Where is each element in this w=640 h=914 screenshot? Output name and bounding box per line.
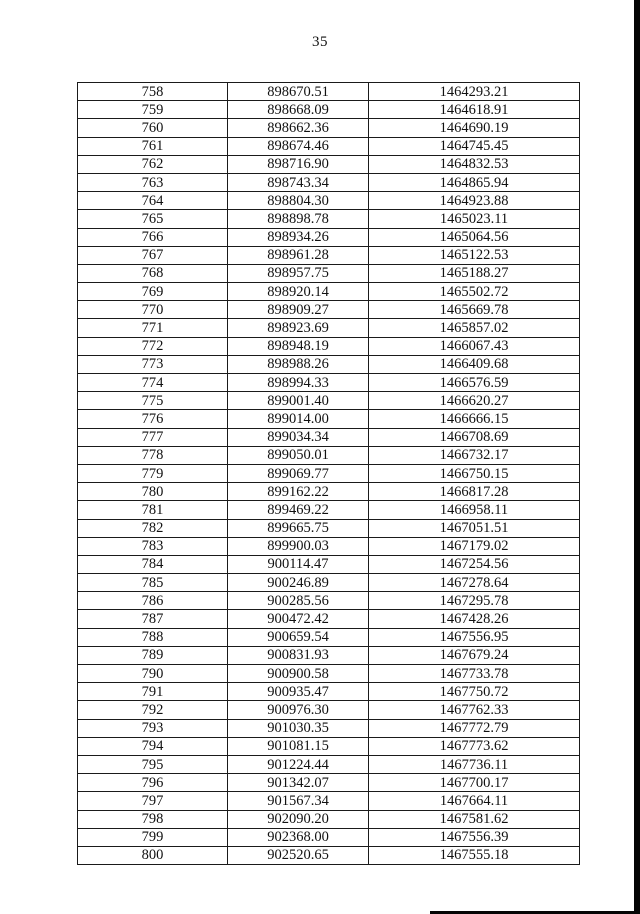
y-coordinate-cell: 1467581.62 <box>369 810 580 828</box>
x-coordinate-cell: 901030.35 <box>228 719 369 737</box>
x-coordinate-cell: 900831.93 <box>228 646 369 664</box>
table-row <box>78 701 580 719</box>
x-coordinate-cell: 900472.42 <box>228 610 369 628</box>
y-coordinate-cell: 1464293.21 <box>369 83 580 101</box>
x-coordinate-cell: 898662.36 <box>228 119 369 137</box>
table-row <box>78 683 580 701</box>
table-row <box>78 464 580 482</box>
x-coordinate-cell: 901224.44 <box>228 755 369 773</box>
y-coordinate-cell: 1464832.53 <box>369 155 580 173</box>
x-coordinate-cell: 899034.34 <box>228 428 369 446</box>
point-number-cell: 792 <box>78 701 228 719</box>
point-number-cell: 789 <box>78 646 228 664</box>
table-row <box>78 828 580 846</box>
x-coordinate-cell: 900900.58 <box>228 665 369 683</box>
y-coordinate-cell: 1464690.19 <box>369 119 580 137</box>
y-coordinate-cell: 1466067.43 <box>369 337 580 355</box>
table-row <box>78 355 580 373</box>
point-number-cell: 767 <box>78 246 228 264</box>
point-number-cell: 763 <box>78 173 228 191</box>
y-coordinate-cell: 1465122.53 <box>369 246 580 264</box>
y-coordinate-cell: 1467254.56 <box>369 555 580 573</box>
y-coordinate-cell: 1466958.11 <box>369 501 580 519</box>
y-coordinate-cell: 1467700.17 <box>369 774 580 792</box>
y-coordinate-cell: 1464745.45 <box>369 137 580 155</box>
point-number-cell: 779 <box>78 464 228 482</box>
y-coordinate-cell: 1466666.15 <box>369 410 580 428</box>
scan-border-right <box>634 0 640 914</box>
y-coordinate-cell: 1467773.62 <box>369 737 580 755</box>
table-row <box>78 319 580 337</box>
x-coordinate-cell: 899014.00 <box>228 410 369 428</box>
point-number-cell: 762 <box>78 155 228 173</box>
table-row <box>78 792 580 810</box>
table-row <box>78 283 580 301</box>
x-coordinate-cell: 901081.15 <box>228 737 369 755</box>
x-coordinate-cell: 898898.78 <box>228 210 369 228</box>
point-number-cell: 790 <box>78 665 228 683</box>
x-coordinate-cell: 900659.54 <box>228 628 369 646</box>
table-row <box>78 810 580 828</box>
x-coordinate-cell: 898994.33 <box>228 374 369 392</box>
point-number-cell: 796 <box>78 774 228 792</box>
x-coordinate-cell: 898923.69 <box>228 319 369 337</box>
table-row <box>78 719 580 737</box>
table-row <box>78 301 580 319</box>
y-coordinate-cell: 1467679.24 <box>369 646 580 664</box>
x-coordinate-cell: 899001.40 <box>228 392 369 410</box>
x-coordinate-cell: 900246.89 <box>228 574 369 592</box>
x-coordinate-cell: 898934.26 <box>228 228 369 246</box>
page-number: 35 <box>312 34 328 50</box>
table-row <box>78 83 580 101</box>
point-number-cell: 800 <box>78 846 228 864</box>
y-coordinate-cell: 1465857.02 <box>369 319 580 337</box>
table-row <box>78 173 580 191</box>
x-coordinate-cell: 902090.20 <box>228 810 369 828</box>
x-coordinate-cell: 902520.65 <box>228 846 369 864</box>
point-number-cell: 799 <box>78 828 228 846</box>
x-coordinate-cell: 898920.14 <box>228 283 369 301</box>
x-coordinate-cell: 899050.01 <box>228 446 369 464</box>
y-coordinate-cell: 1465023.11 <box>369 210 580 228</box>
y-coordinate-cell: 1467750.72 <box>369 683 580 701</box>
y-coordinate-cell: 1467736.11 <box>369 755 580 773</box>
y-coordinate-cell: 1467051.51 <box>369 519 580 537</box>
x-coordinate-cell: 898909.27 <box>228 301 369 319</box>
point-number-cell: 783 <box>78 537 228 555</box>
point-number-cell: 778 <box>78 446 228 464</box>
point-number-cell: 771 <box>78 319 228 337</box>
y-coordinate-cell: 1466750.15 <box>369 464 580 482</box>
table-row <box>78 592 580 610</box>
table-row <box>78 101 580 119</box>
y-coordinate-cell: 1467295.78 <box>369 592 580 610</box>
table-row <box>78 628 580 646</box>
table-row <box>78 519 580 537</box>
table-row <box>78 137 580 155</box>
table-row <box>78 428 580 446</box>
table-row <box>78 846 580 864</box>
table-row <box>78 774 580 792</box>
table-row <box>78 537 580 555</box>
point-number-cell: 777 <box>78 428 228 446</box>
x-coordinate-cell: 899665.75 <box>228 519 369 537</box>
y-coordinate-cell: 1466708.69 <box>369 428 580 446</box>
x-coordinate-cell: 898961.28 <box>228 246 369 264</box>
table-row <box>78 210 580 228</box>
x-coordinate-cell: 898957.75 <box>228 264 369 282</box>
table-row <box>78 228 580 246</box>
table-row <box>78 501 580 519</box>
y-coordinate-cell: 1467733.78 <box>369 665 580 683</box>
table-row <box>78 264 580 282</box>
y-coordinate-cell: 1464923.88 <box>369 192 580 210</box>
y-coordinate-cell: 1467556.39 <box>369 828 580 846</box>
table-row <box>78 555 580 573</box>
y-coordinate-cell: 1467278.64 <box>369 574 580 592</box>
point-number-cell: 761 <box>78 137 228 155</box>
y-coordinate-cell: 1466409.68 <box>369 355 580 373</box>
y-coordinate-cell: 1467772.79 <box>369 719 580 737</box>
table-row <box>78 410 580 428</box>
point-number-cell: 791 <box>78 683 228 701</box>
y-coordinate-cell: 1465064.56 <box>369 228 580 246</box>
y-coordinate-cell: 1467179.02 <box>369 537 580 555</box>
y-coordinate-cell: 1467428.26 <box>369 610 580 628</box>
x-coordinate-cell: 898668.09 <box>228 101 369 119</box>
coordinates-table <box>77 82 580 865</box>
x-coordinate-cell: 899162.22 <box>228 483 369 501</box>
point-number-cell: 765 <box>78 210 228 228</box>
x-coordinate-cell: 901567.34 <box>228 792 369 810</box>
x-coordinate-cell: 900285.56 <box>228 592 369 610</box>
point-number-cell: 785 <box>78 574 228 592</box>
y-coordinate-cell: 1467664.11 <box>369 792 580 810</box>
table-row <box>78 665 580 683</box>
point-number-cell: 780 <box>78 483 228 501</box>
point-number-cell: 787 <box>78 610 228 628</box>
point-number-cell: 768 <box>78 264 228 282</box>
x-coordinate-cell: 902368.00 <box>228 828 369 846</box>
point-number-cell: 760 <box>78 119 228 137</box>
table-row <box>78 119 580 137</box>
point-number-cell: 782 <box>78 519 228 537</box>
y-coordinate-cell: 1465188.27 <box>369 264 580 282</box>
point-number-cell: 772 <box>78 337 228 355</box>
point-number-cell: 786 <box>78 592 228 610</box>
x-coordinate-cell: 898674.46 <box>228 137 369 155</box>
x-coordinate-cell: 898988.26 <box>228 355 369 373</box>
x-coordinate-cell: 898716.90 <box>228 155 369 173</box>
table-row <box>78 374 580 392</box>
table-row <box>78 755 580 773</box>
table-row <box>78 446 580 464</box>
y-coordinate-cell: 1467556.95 <box>369 628 580 646</box>
x-coordinate-cell: 898670.51 <box>228 83 369 101</box>
y-coordinate-cell: 1466576.59 <box>369 374 580 392</box>
table-row <box>78 392 580 410</box>
point-number-cell: 774 <box>78 374 228 392</box>
point-number-cell: 793 <box>78 719 228 737</box>
point-number-cell: 798 <box>78 810 228 828</box>
y-coordinate-cell: 1464865.94 <box>369 173 580 191</box>
x-coordinate-cell: 901342.07 <box>228 774 369 792</box>
x-coordinate-cell: 900114.47 <box>228 555 369 573</box>
x-coordinate-cell: 900976.30 <box>228 701 369 719</box>
y-coordinate-cell: 1465502.72 <box>369 283 580 301</box>
point-number-cell: 797 <box>78 792 228 810</box>
y-coordinate-cell: 1467762.33 <box>369 701 580 719</box>
point-number-cell: 758 <box>78 83 228 101</box>
x-coordinate-cell: 899469.22 <box>228 501 369 519</box>
y-coordinate-cell: 1465669.78 <box>369 301 580 319</box>
table-row <box>78 192 580 210</box>
y-coordinate-cell: 1467555.18 <box>369 846 580 864</box>
table-row <box>78 574 580 592</box>
y-coordinate-cell: 1466620.27 <box>369 392 580 410</box>
table-row <box>78 610 580 628</box>
y-coordinate-cell: 1466817.28 <box>369 483 580 501</box>
point-number-cell: 795 <box>78 755 228 773</box>
table-row <box>78 646 580 664</box>
point-number-cell: 776 <box>78 410 228 428</box>
table-row <box>78 246 580 264</box>
table-row <box>78 155 580 173</box>
x-coordinate-cell: 898743.34 <box>228 173 369 191</box>
point-number-cell: 773 <box>78 355 228 373</box>
x-coordinate-cell: 899069.77 <box>228 464 369 482</box>
point-number-cell: 775 <box>78 392 228 410</box>
point-number-cell: 794 <box>78 737 228 755</box>
coordinates-table-body <box>78 83 580 865</box>
table-row <box>78 737 580 755</box>
table-row <box>78 337 580 355</box>
y-coordinate-cell: 1466732.17 <box>369 446 580 464</box>
point-number-cell: 766 <box>78 228 228 246</box>
point-number-cell: 759 <box>78 101 228 119</box>
point-number-cell: 781 <box>78 501 228 519</box>
x-coordinate-cell: 898948.19 <box>228 337 369 355</box>
x-coordinate-cell: 899900.03 <box>228 537 369 555</box>
table-row <box>78 483 580 501</box>
point-number-cell: 769 <box>78 283 228 301</box>
y-coordinate-cell: 1464618.91 <box>369 101 580 119</box>
point-number-cell: 764 <box>78 192 228 210</box>
x-coordinate-cell: 900935.47 <box>228 683 369 701</box>
point-number-cell: 770 <box>78 301 228 319</box>
point-number-cell: 788 <box>78 628 228 646</box>
x-coordinate-cell: 898804.30 <box>228 192 369 210</box>
point-number-cell: 784 <box>78 555 228 573</box>
